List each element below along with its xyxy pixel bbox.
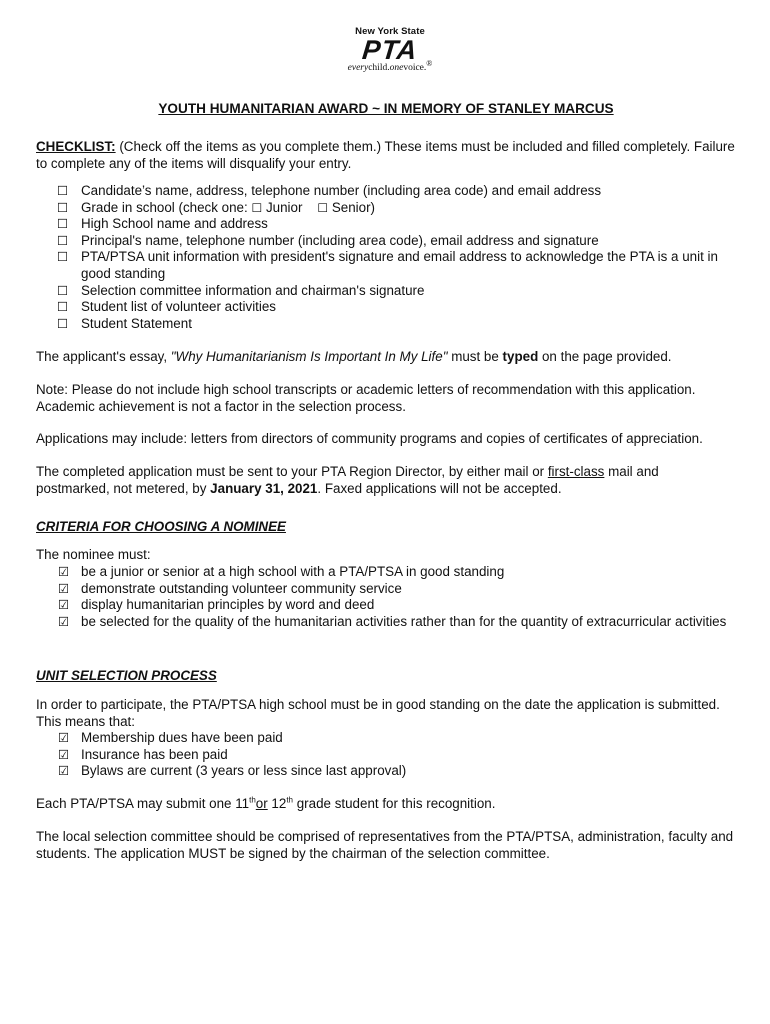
logo-tagline: everychild.onevoice.® (347, 58, 433, 73)
checkbox-empty-icon[interactable]: ☐ (57, 216, 69, 232)
checkbox-checked-icon: ☑ (58, 763, 70, 779)
checkbox-checked-icon: ☑ (58, 730, 70, 745)
checkbox-empty-icon[interactable]: ☐ (57, 183, 69, 198)
grade-paragraph: Each PTA/PTSA may submit one 11thor 12th grade student for this recognition. (36, 795, 496, 811)
checklist-item[interactable]: ☐ Student list of volunteer activities (57, 299, 277, 315)
submission-paragraph: The completed application must be sent to your PTA Region Director, by either mail or first-class mail and postmarked, not metered, by January 31, 2021. Faxed applications will not be accepted. (36, 464, 659, 496)
unit-selection-item: ☑ Membership dues have been paid (58, 730, 283, 745)
note-paragraph: Note: Please do not include high school transcripts or academic letters of recommendation with this application. Academic achievement is not a factor in the selection process. (36, 382, 696, 414)
criteria-item: ☑ demonstrate outstanding volunteer community service (58, 580, 402, 596)
checklist-intro: CHECKLIST: (Check off the items as you complete them.) These items must be included and filled completely. Failure to complete any of the items will disqualify your entry. (36, 139, 735, 171)
logo-state-text: New York State (355, 26, 425, 37)
checkbox-empty-icon[interactable]: ☐ (57, 282, 69, 298)
checkbox-empty-icon[interactable]: ☐ (57, 315, 69, 331)
criteria-list (36, 564, 736, 630)
checkbox-checked-icon: ☑ (58, 597, 70, 613)
checklist-item[interactable]: ☐ PTA/PTSA unit information with president's signature and email address to acknowledge the PTA is a unit in good standing (57, 249, 718, 281)
grade-senior-checkbox-icon[interactable]: ☐ (317, 200, 329, 215)
checkbox-checked-icon: ☑ (58, 746, 70, 762)
checklist-item[interactable]: ☐ Principal's name, telephone number (including area code), email address and signature (57, 232, 599, 248)
checkbox-empty-icon[interactable]: ☐ (57, 299, 69, 315)
checklist-item[interactable]: ☐ High School name and address (57, 216, 268, 232)
nys-pta-logo (330, 26, 450, 74)
checkbox-checked-icon: ☑ (58, 613, 70, 629)
essay-paragraph: The applicant's essay, "Why Humanitarianism Is Important In My Life" must be typed on the page provided. (36, 349, 672, 364)
criteria-item: ☑ display humanitarian principles by word and deed (58, 597, 375, 613)
unit-selection-item: ☑ Bylaws are current (3 years or less since last approval) (58, 763, 407, 779)
criteria-item: ☑ be selected for the quality of the humanitarian activities rather than for the quantity of extracurricular activities (58, 613, 727, 629)
checkbox-empty-icon[interactable]: ☐ (57, 232, 69, 248)
checklist-item[interactable]: ☐ Grade in school (check one: ☐ Junior ☐ Senior) (57, 199, 375, 215)
criteria-intro: The nominee must: (36, 547, 151, 562)
logo-pta-text: PTA (360, 35, 420, 65)
grade-junior-label: Junior (265, 199, 303, 215)
grade-junior-checkbox-icon[interactable]: ☐ (251, 200, 263, 215)
deadline-date: January 31, 2021 (210, 480, 318, 496)
essay-title: "Why Humanitarianism Is Important In My Life" (170, 349, 448, 364)
committee-paragraph: The local selection committee should be comprised of representatives from the PTA/PTSA, administration, faculty and students. The application MUST be signed by the chairman of the selection committee. (36, 829, 734, 861)
applications-paragraph: Applications may include: letters from directors of community programs and copies of certificates of appreciation. (36, 431, 703, 446)
checklist-list (36, 183, 736, 332)
grade-senior-label: Senior) (331, 199, 375, 215)
checklist-label: CHECKLIST: (36, 139, 116, 154)
unit-selection-heading: UNIT SELECTION PROCESS (36, 668, 217, 683)
criteria-heading: CRITERIA FOR CHOOSING A NOMINEE (36, 519, 286, 534)
unit-selection-intro: In order to participate, the PTA/PTSA high school must be in good standing on the date the application is submitted. This means that: (36, 697, 720, 729)
unit-selection-item: ☑ Insurance has been paid (58, 746, 228, 762)
checklist-item[interactable]: ☐ Candidate’s name, address, telephone number (including area code) and email address (57, 183, 602, 198)
checklist-item[interactable]: ☐ Student Statement (57, 315, 192, 331)
criteria-item: ☑ be a junior or senior at a high school with a PTA/PTSA in good standing (58, 564, 505, 579)
checklist-item[interactable]: ☐ Selection committee information and chairman's signature (57, 282, 425, 298)
checkbox-empty-icon[interactable]: ☐ (57, 249, 69, 265)
checkbox-empty-icon[interactable]: ☐ (57, 199, 69, 215)
checkbox-checked-icon: ☑ (58, 564, 70, 579)
checkbox-checked-icon: ☑ (58, 580, 70, 596)
unit-selection-list (36, 730, 736, 780)
page-title: YOUTH HUMANITARIAN AWARD ~ IN MEMORY OF STANLEY MARCUS (158, 101, 614, 116)
